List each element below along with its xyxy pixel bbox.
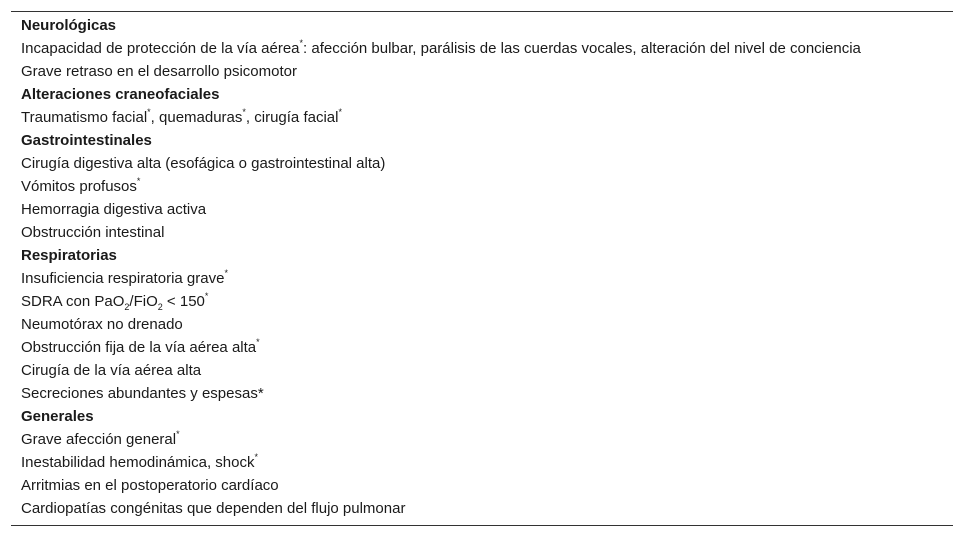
table-row (11, 336, 953, 359)
subscript: 2 (124, 302, 130, 312)
table-row (11, 198, 953, 221)
row-text: Cardiopatías congénitas que dependen del flujo pulmonar (21, 500, 406, 517)
row-text: Insuficiencia respiratoria grave (21, 270, 225, 287)
footnote-marker: * (204, 291, 209, 301)
table-row (11, 359, 953, 382)
subscript: 2 (157, 302, 163, 312)
footnote-marker: * (176, 429, 180, 439)
row-text: Inestabilidad hemodinámica, shock (21, 454, 255, 471)
table-row (11, 152, 953, 175)
row-text: < 150 (162, 293, 205, 310)
row-text: Cirugía digestiva alta (esofágica o gastrointestinal alta) (21, 155, 386, 172)
footnote-marker: * (256, 337, 260, 347)
table-row (11, 60, 953, 83)
section-heading-alteraciones-craneofaciales: Alteraciones craneofaciales (21, 86, 220, 103)
table-row (11, 267, 953, 290)
row-text: Traumatismo facial (21, 109, 148, 126)
section-heading-neurologicas: Neurológicas (21, 17, 117, 34)
row-text: : afección bulbar, parálisis de las cuerdas vocales, alteración del nivel de conciencia (303, 40, 861, 57)
row-text: Secreciones abundantes y espesas* (21, 385, 264, 402)
row-text: SDRA con PaO (21, 293, 125, 310)
section-heading-gastrointestinales: Gastrointestinales (21, 132, 152, 149)
row-text: Grave retraso en el desarrollo psicomotor (21, 63, 297, 80)
row-text: /FiO (129, 293, 158, 310)
table-row (11, 221, 953, 244)
footnote-marker: * (136, 176, 141, 186)
row-text: Hemorragia digestiva activa (21, 201, 207, 218)
row-text: Obstrucción fija de la vía aérea alta (21, 339, 257, 356)
row-text: , cirugía facial (245, 109, 339, 126)
table-row (11, 497, 953, 520)
footnote-marker: * (254, 452, 258, 462)
row-text: Vómitos profusos (21, 178, 137, 195)
section-heading-respiratorias: Respiratorias (21, 247, 117, 264)
footnote-marker: * (242, 107, 246, 117)
table-row (11, 106, 953, 129)
footnote-marker: * (147, 107, 151, 117)
footnote-marker: * (338, 107, 342, 117)
row-text: Cirugía de la vía aérea alta (21, 362, 202, 379)
table-row (11, 313, 953, 336)
contraindications-table (11, 11, 953, 526)
row-text: Grave afección general (21, 431, 177, 448)
table-row (11, 37, 953, 60)
table-row (11, 428, 953, 451)
footnote-marker: * (224, 268, 228, 278)
row-text: Incapacidad de protección de la vía aérea (21, 40, 300, 57)
table-row (11, 175, 953, 198)
table-row (11, 474, 953, 497)
table-row (11, 451, 953, 474)
section-heading-generales: Generales (21, 408, 94, 425)
table-row (11, 290, 953, 313)
table-row (11, 382, 953, 405)
row-text: , quemaduras (150, 109, 243, 126)
row-text: Arritmias en el postoperatorio cardíaco (21, 477, 279, 494)
row-text: Obstrucción intestinal (21, 224, 165, 241)
footnote-marker: * (299, 38, 304, 48)
row-text: Neumotórax no drenado (21, 316, 183, 333)
